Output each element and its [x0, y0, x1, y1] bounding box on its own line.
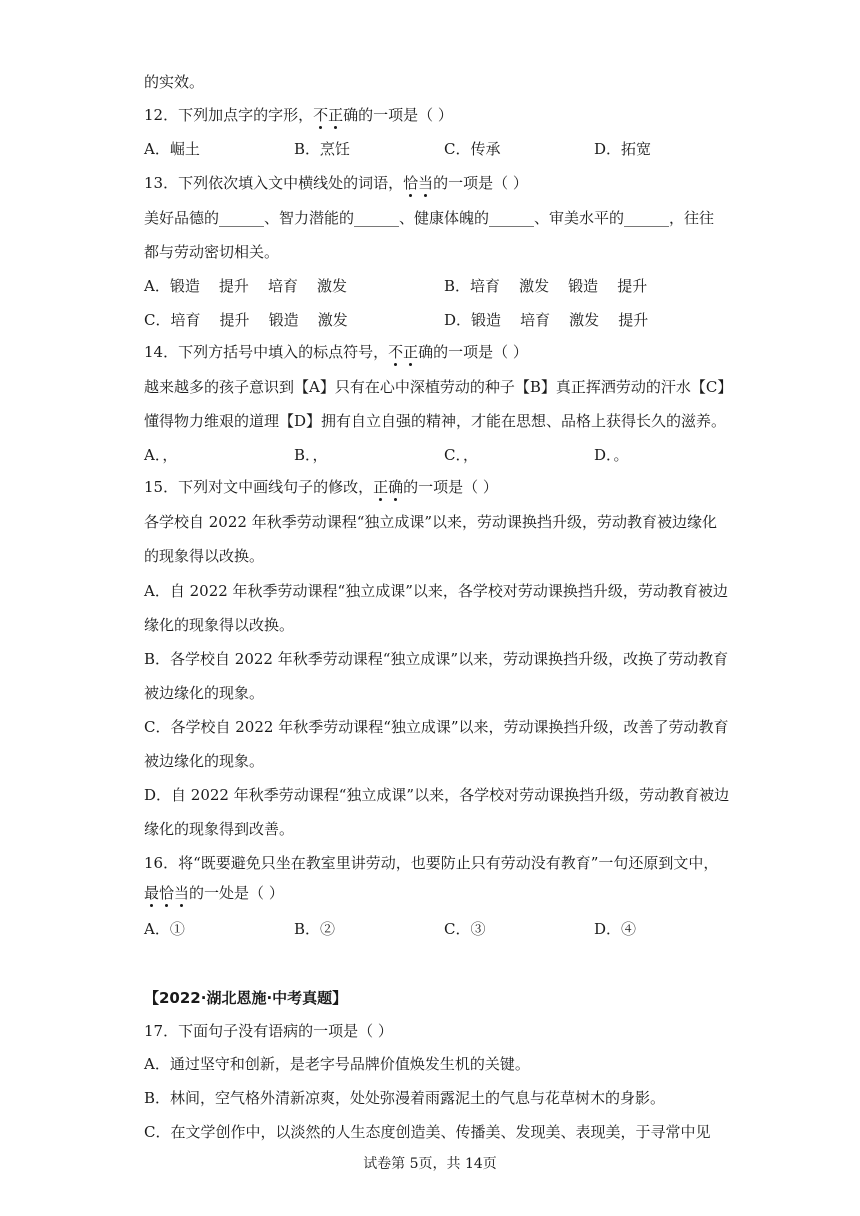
option-d: D．。: [594, 446, 629, 464]
option-b: B．培育 激发 锻造 提升: [444, 277, 648, 295]
question-text: 确的一项是（ ）: [343, 106, 453, 124]
passage-line: 的现象得以改换。: [144, 547, 265, 565]
option-c: C．，: [444, 446, 478, 464]
option-d: D．自 2022 年秋季劳动课程“独立成课”以来，各学校对劳动课换挡升级，劳动教育被边: [144, 786, 730, 804]
option-b-cont: 被边缘化的现象。: [144, 684, 265, 702]
option-a: A．通过坚守和创新，是老字号品牌价值焕发生机的关键。: [144, 1055, 530, 1073]
question-15: [144, 476, 498, 498]
passage-line: 越来越多的孩子意识到【A】只有在心中深植劳动的种子【B】真正挥洒劳动的汗水【C】: [144, 378, 733, 396]
option-b: B．②: [294, 920, 336, 938]
option-a: A．，: [144, 446, 178, 464]
question-16: 16．将“既要避免只坐在教室里讲劳动，也要防止只有劳动没有教育”一句还原到文中，: [144, 854, 719, 872]
passage-line: 各学校自 2022 年秋季劳动课程“独立成课”以来，劳动课换挡升级，劳动教育被边缘化: [144, 513, 718, 531]
emphasis-char: 最: [144, 884, 160, 902]
option-a: A．①: [144, 920, 185, 938]
question-16-cont: [144, 882, 284, 904]
question-text: 确的一项是（ ）: [418, 343, 528, 361]
emphasis-char: 确: [388, 478, 404, 496]
option-b: B．，: [294, 446, 328, 464]
section-title: 【2022·湖北恩施·中考真题】: [144, 989, 348, 1007]
question-text: 13．下列依次填入文中横线处的词语，: [144, 174, 404, 192]
emphasis-char: 不: [313, 106, 329, 124]
option-b: B．林间，空气格外清新凉爽，处处弥漫着雨露泥土的气息与花草树木的身影。: [144, 1089, 666, 1107]
option-b: B．各学校自 2022 年秋季劳动课程“独立成课”以来，劳动课换挡升级，改换了劳动教育: [144, 650, 729, 668]
emphasis-char: 不: [388, 343, 404, 361]
emphasis-char: 恰: [403, 174, 419, 192]
option-c: C．③: [444, 920, 486, 938]
question-17: 17．下面句子没有语病的一项是（ ）: [144, 1022, 393, 1040]
question-text: 的一处是（ ）: [189, 884, 284, 902]
option-c: C．传承: [444, 140, 501, 158]
question-text: 12．下列加点字的字形，: [144, 106, 314, 124]
option-d: D．锻造 培育 激发 提升: [444, 311, 649, 329]
question-13: [144, 172, 528, 194]
question-text: 的一项是（ ）: [433, 174, 528, 192]
question-text: 14．下列方括号中填入的标点符号，: [144, 343, 389, 361]
passage-line: 懂得物力维艰的道理【D】拥有自立自强的精神，才能在思想、品格上获得长久的滋养。: [144, 412, 727, 430]
passage-line: 美好品德的______、智力潜能的______、健康体魄的______、审美水平的______，往往: [144, 209, 715, 227]
option-c: C．各学校自 2022 年秋季劳动课程“独立成课”以来，劳动课换挡升级，改善了劳动教育: [144, 718, 729, 736]
question-text: 15．下列对文中画线句子的修改，: [144, 478, 374, 496]
emphasis-char: 正: [403, 343, 419, 361]
question-text: 的一项是（ ）: [403, 478, 498, 496]
emphasis-char: 正: [373, 478, 389, 496]
question-12: [144, 104, 453, 126]
emphasis-char: 正: [328, 106, 344, 124]
option-d: D．④: [594, 920, 637, 938]
option-a-cont: 缘化的现象得以改换。: [144, 616, 295, 634]
option-a: A．崛土: [144, 140, 200, 158]
passage-line: 都与劳动密切相关。: [144, 243, 280, 261]
emphasis-char: 恰: [159, 884, 175, 902]
option-a: A．自 2022 年秋季劳动课程“独立成课”以来，各学校对劳动课换挡升级，劳动教育被边: [144, 582, 728, 600]
page-footer: 试卷第 5页，共 14页: [363, 1156, 497, 1172]
option-d-cont: 缘化的现象得到改善。: [144, 820, 295, 838]
emphasis-char: 当: [418, 174, 434, 192]
emphasis-char: 当: [174, 884, 190, 902]
option-c: C．培育 提升 锻造 激发: [144, 311, 348, 329]
option-b: B．烹饪: [294, 140, 351, 158]
option-c-cont: 被边缘化的现象。: [144, 752, 265, 770]
question-14: [144, 341, 528, 363]
text-line: 的实效。: [144, 73, 205, 91]
option-a: A．锻造 提升 培育 激发: [144, 277, 348, 295]
option-c: C．在文学创作中，以淡然的人生态度创造美、传播美、发现美、表现美，于寻常中见: [144, 1123, 711, 1141]
option-d: D．拓宽: [594, 140, 652, 158]
